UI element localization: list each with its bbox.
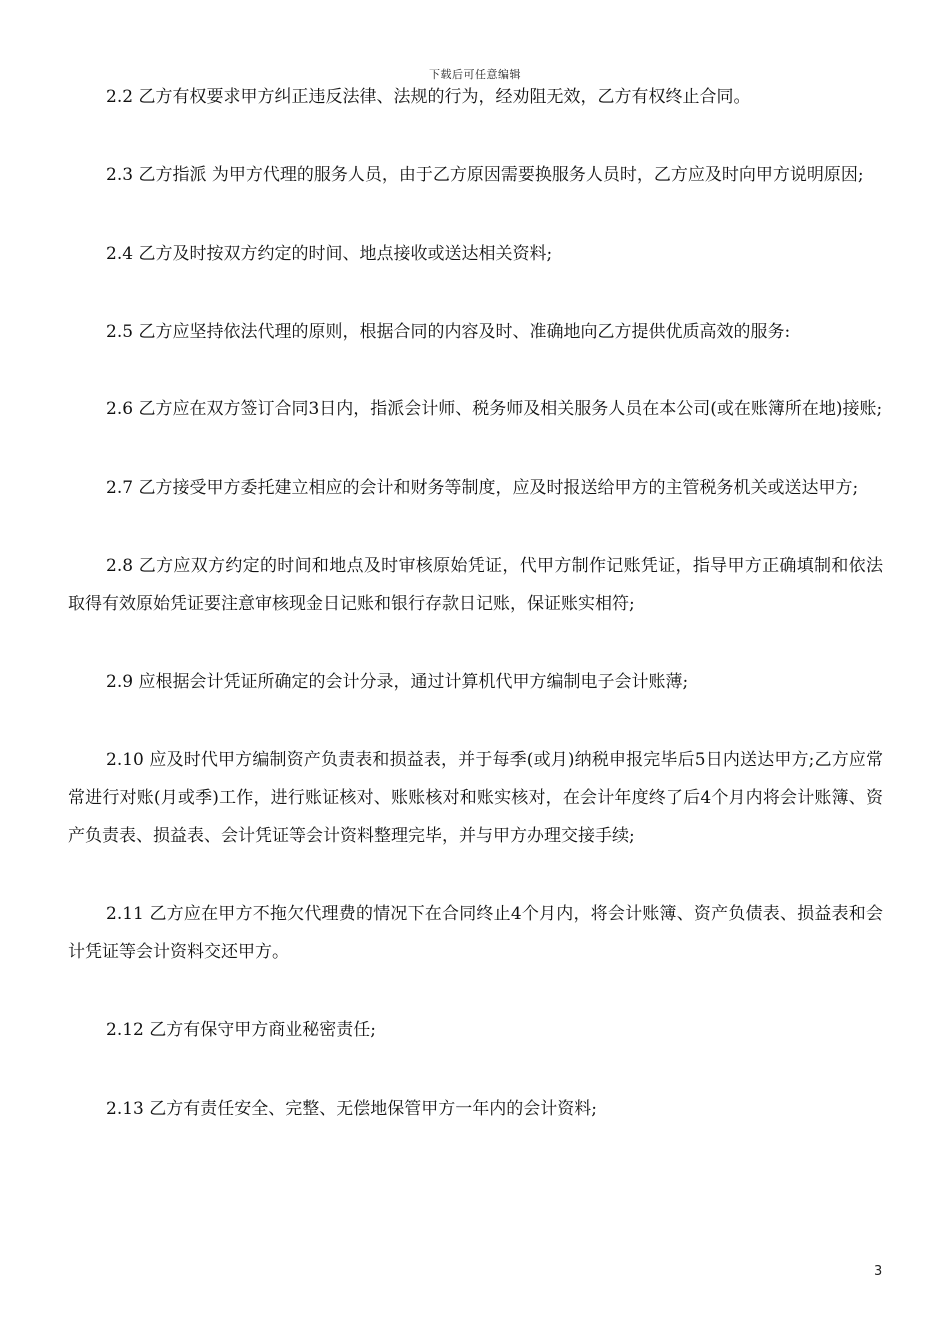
clause-2-4: 2.4 乙方及时按双方约定的时间、地点接收或送达相关资料;: [106, 244, 553, 264]
clause-2-12: 2.12 乙方有保守甲方商业秘密责任;: [106, 1020, 376, 1040]
clause-2-13: 2.13 乙方有责任安全、完整、无偿地保管甲方一年内的会计资料;: [106, 1099, 597, 1119]
clause-2-8: 2.8 乙方应双方约定的时间和地点及时审核原始凭证，代甲方制作记账凭证，指导甲方正确填制和依法取得有效原始凭证要注意审核现金日记账和银行存款日记账，保证账实相符;: [68, 556, 883, 614]
clause-2-5: 2.5 乙方应坚持依法代理的原则，根据合同的内容及时、准确地向乙方提供优质高效的服务:: [106, 322, 791, 342]
clause-2-6: 2.6 乙方应在双方签订合同3日内，指派会计师、税务师及相关服务人员在本公司(或在账簿所在地)接账;: [106, 399, 883, 419]
clause-2-10: 2.10 应及时代甲方编制资产负责表和损益表，并于每季(或月)纳税申报完毕后5日内送达甲方;乙方应常常进行对账(月或季)工作，进行账证核对、账账核对和账实核对，在会计年度终了后4个月内将会计账簿、资产负责表、损益表、会计凭证等会计资料整理完毕，并与甲方办理交接手续;: [68, 750, 883, 846]
document-body: [68, 78, 883, 1128]
clause-2-11: 2.11 乙方应在甲方不拖欠代理费的情况下在合同终止4个月内，将会计账簿、资产负债表、损益表和会计凭证等会计资料交还甲方。: [68, 904, 883, 962]
clause-2-7: 2.7 乙方接受甲方委托建立相应的会计和财务等制度，应及时报送给甲方的主管税务机关或送达甲方;: [106, 478, 859, 498]
header-note: 下载后可任意编辑: [429, 68, 521, 81]
clause-2-9: 2.9 应根据会计凭证所确定的会计分录，通过计算机代甲方编制电子会计账薄;: [106, 672, 689, 692]
clause-2-3: 2.3 乙方指派 为甲方代理的服务人员，由于乙方原因需要换服务人员时，乙方应及时向甲方说明原因;: [106, 165, 864, 185]
page-number: 3: [874, 1264, 883, 1279]
clause-2-2: 2.2 乙方有权要求甲方纠正违反法律、法规的行为，经劝阻无效，乙方有权终止合同。: [106, 87, 751, 107]
